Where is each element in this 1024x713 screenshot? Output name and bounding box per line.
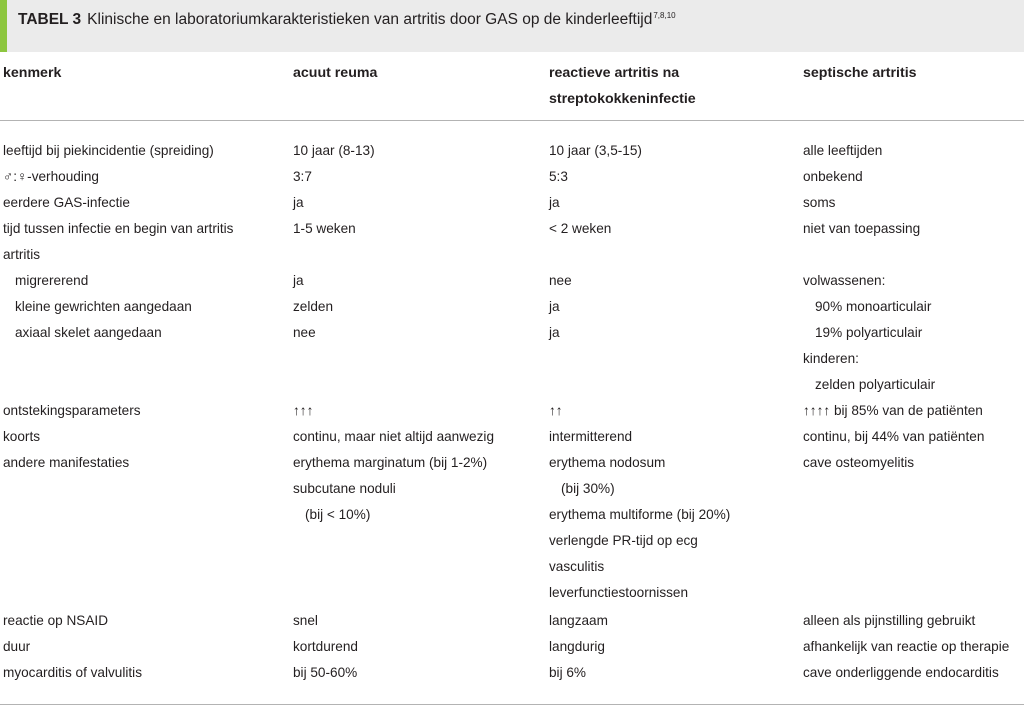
reactieve-verhouding: 5:3: [549, 169, 568, 184]
row-label-artritis: artritis: [3, 247, 41, 262]
row-label-eerdere-gas: eerdere GAS-infectie: [3, 195, 130, 210]
row-label-tijd: tijd tussen infectie en begin van artritis: [3, 221, 234, 236]
acuut-reuma-duur: kortdurend: [293, 639, 358, 654]
header-acuut-reuma: acuut reuma: [293, 65, 378, 81]
acuut-reuma-verhouding: 3:7: [293, 169, 312, 184]
reactieve-koorts: intermitterend: [549, 429, 633, 444]
row-label-migrererend: migrererend: [15, 273, 89, 288]
row-label-reactie-nsaid: reactie op NSAID: [3, 613, 109, 628]
septische-leeftijd: alle leeftijden: [803, 143, 883, 158]
septische-duur: afhankelijk van reactie op therapie: [803, 639, 1010, 654]
row-label-myocarditis: myocarditis of valvulitis: [3, 665, 142, 680]
row-label-verhouding: ♂:♀-verhouding: [3, 169, 99, 184]
row-label-leeftijd: leeftijd bij piekincidentie (spreiding): [3, 143, 214, 158]
septische-artritis-1: volwassenen:: [803, 273, 886, 288]
header-reactieve-artritis: reactieve artritis na: [549, 65, 680, 81]
reactieve-manifestatie-2: (bij 30%): [561, 481, 615, 496]
acuut-reuma-nsaid: snel: [293, 613, 318, 628]
table-title: [18, 11, 676, 29]
reactieve-manifestatie-1: erythema nodosum: [549, 455, 666, 470]
acuut-reuma-koorts: continu, maar niet altijd aanwezig: [293, 429, 494, 444]
septische-ontsteking: ↑↑↑↑ bij 85% van de patiënten: [803, 403, 983, 418]
septische-koorts: continu, bij 44% van patiënten: [803, 429, 985, 444]
reactieve-ontsteking: ↑↑: [549, 403, 563, 418]
reactieve-manifestatie-4: verlengde PR-tijd op ecg: [549, 533, 698, 548]
septische-artritis-4: kinderen:: [803, 351, 859, 366]
reactieve-axiaal-skelet: ja: [549, 325, 560, 340]
septische-tijd: niet van toepassing: [803, 221, 921, 236]
acuut-reuma-manifestatie-1: erythema marginatum (bij 1-2%): [293, 455, 488, 470]
acuut-reuma-tijd: 1-5 weken: [293, 221, 356, 236]
table-number: TABEL 3: [18, 11, 82, 28]
reference-superscript: 7,8,10: [653, 11, 676, 20]
acuut-reuma-manifestatie-3: (bij < 10%): [305, 507, 371, 522]
septische-artritis-3: 19% polyarticulair: [815, 325, 923, 340]
septische-myocarditis: cave onderliggende endocarditis: [803, 665, 999, 680]
acuut-reuma-axiaal-skelet: nee: [293, 325, 316, 340]
reactieve-leeftijd: 10 jaar (3,5-15): [549, 143, 642, 158]
header-divider: [0, 120, 1024, 121]
septische-artritis-5: zelden polyarticulair: [815, 377, 936, 392]
acuut-reuma-manifestatie-2: subcutane noduli: [293, 481, 396, 496]
row-label-kleine-gewrichten: kleine gewrichten aangedaan: [15, 299, 192, 314]
septische-eerdere-gas: soms: [803, 195, 836, 210]
row-label-axiaal-skelet: axiaal skelet aangedaan: [15, 325, 162, 340]
header-reactieve-artritis-line2: streptokokkeninfectie: [549, 91, 696, 107]
reactieve-migrererend: nee: [549, 273, 572, 288]
reactieve-nsaid: langzaam: [549, 613, 608, 628]
reactieve-myocarditis: bij 6%: [549, 665, 587, 680]
reactieve-eerdere-gas: ja: [549, 195, 560, 210]
acuut-reuma-eerdere-gas: ja: [293, 195, 304, 210]
acuut-reuma-leeftijd: 10 jaar (8-13): [293, 143, 375, 158]
reactieve-manifestatie-6: leverfunctiestoornissen: [549, 585, 689, 600]
table-title-bar: [0, 0, 1024, 52]
row-label-koorts: koorts: [3, 429, 41, 444]
septische-manifestaties: cave osteomyelitis: [803, 455, 915, 470]
table-bottom-rule: [0, 704, 1024, 705]
acuut-reuma-migrererend: ja: [293, 273, 304, 288]
row-label-ontstekingsparameters: ontstekingsparameters: [3, 403, 141, 418]
header-kenmerk: kenmerk: [3, 65, 62, 81]
septische-nsaid: alleen als pijnstilling gebruikt: [803, 613, 976, 628]
header-septische-artritis: septische artritis: [803, 65, 917, 81]
row-label-andere-manifestaties: andere manifestaties: [3, 455, 130, 470]
table-caption: Klinische en laboratoriumkarakteristieken van artritis door GAS op de kinderleeftijd: [87, 11, 653, 28]
septische-artritis-2: 90% monoarticulair: [815, 299, 932, 314]
septische-verhouding: onbekend: [803, 169, 863, 184]
reactieve-manifestatie-3: erythema multiforme (bij 20%): [549, 507, 731, 522]
reactieve-manifestatie-5: vasculitis: [549, 559, 605, 574]
reactieve-tijd: < 2 weken: [549, 221, 612, 236]
acuut-reuma-myocarditis: bij 50-60%: [293, 665, 358, 680]
reactieve-duur: langdurig: [549, 639, 605, 654]
row-label-duur: duur: [3, 639, 31, 654]
title-accent-bar: [0, 0, 7, 52]
acuut-reuma-kleine-gewrichten: zelden: [293, 299, 334, 314]
acuut-reuma-ontsteking: ↑↑↑: [293, 403, 314, 418]
reactieve-kleine-gewrichten: ja: [549, 299, 560, 314]
